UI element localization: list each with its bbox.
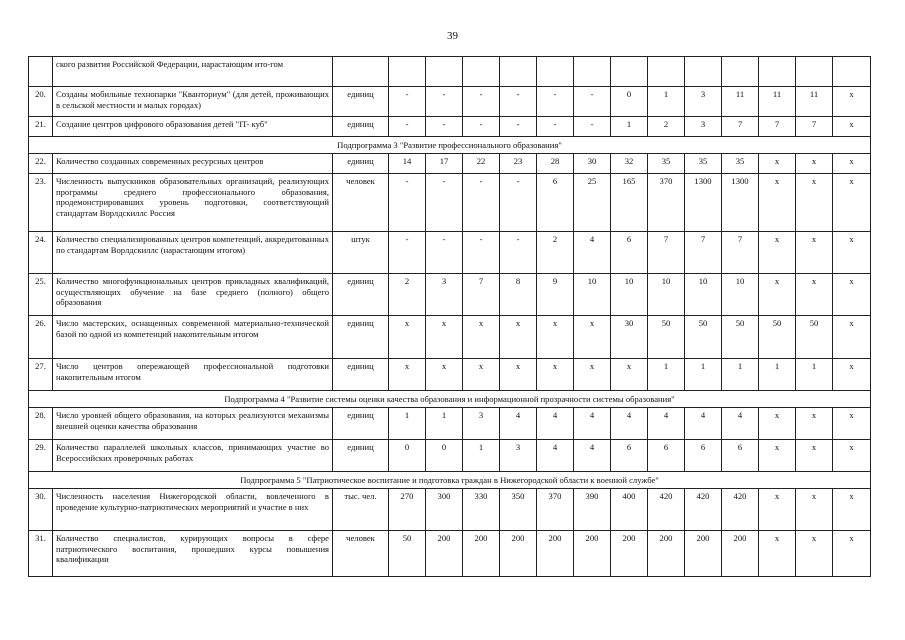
table-row xyxy=(29,274,871,316)
value-cell: - xyxy=(500,174,537,232)
value-cell: 30 xyxy=(611,316,648,359)
value-cell: 7 xyxy=(722,117,759,137)
value-cell: 50 xyxy=(759,316,796,359)
subprogram-heading: Подпрограмма 3 "Развитие профессионального образования" xyxy=(29,137,871,154)
value-cell: x xyxy=(796,408,833,440)
value-cell: 35 xyxy=(648,154,685,174)
subprogram-heading-row xyxy=(29,391,871,408)
value-cell: 1 xyxy=(426,408,463,440)
value-cell: - xyxy=(426,174,463,232)
value-cell: 1 xyxy=(648,359,685,391)
indicator-name: Количество параллелей школьных классов, принимающих участие во Всероссийских проверочных работах xyxy=(53,440,333,472)
value-cell: 4 xyxy=(500,408,537,440)
value-cell: 50 xyxy=(389,531,426,577)
value-cell: x xyxy=(796,154,833,174)
value-cell: 200 xyxy=(685,531,722,577)
value-cell: 11 xyxy=(796,87,833,117)
table-row xyxy=(29,232,871,274)
value-cell: - xyxy=(389,232,426,274)
value-cell: 4 xyxy=(648,408,685,440)
value-cell: 7 xyxy=(722,232,759,274)
value-cell: x xyxy=(796,174,833,232)
value-cell: 11 xyxy=(722,87,759,117)
value-cell: 9 xyxy=(537,274,574,316)
value-cell: 200 xyxy=(426,531,463,577)
value-cell: x xyxy=(389,316,426,359)
indicator-name: Количество специализированных центров компетенций, аккредитованных по стандартам Ворлдскиллс (нарастающим итогом) xyxy=(53,232,333,274)
value-cell: 330 xyxy=(463,489,500,531)
value-cell: 4 xyxy=(537,408,574,440)
value-cell: x xyxy=(796,274,833,316)
value-cell: 300 xyxy=(426,489,463,531)
value-cell: 10 xyxy=(574,274,611,316)
value-cell: 22 xyxy=(463,154,500,174)
indicator-name: ского развития Российской Федерации, нарастающим ито-гом xyxy=(53,57,333,87)
value-cell: 8 xyxy=(500,274,537,316)
table-row xyxy=(29,408,871,440)
value-cell: 3 xyxy=(685,87,722,117)
value-cell: - xyxy=(426,87,463,117)
value-cell: 17 xyxy=(426,154,463,174)
value-cell: x xyxy=(426,316,463,359)
subprogram-heading-row xyxy=(29,137,871,154)
value-cell: x xyxy=(833,174,871,232)
value-cell: 400 xyxy=(611,489,648,531)
value-cell: 3 xyxy=(463,408,500,440)
value-cell: 370 xyxy=(648,174,685,232)
unit-cell: единиц xyxy=(333,274,389,316)
value-cell: x xyxy=(833,232,871,274)
value-cell: 270 xyxy=(389,489,426,531)
value-cell: x xyxy=(833,531,871,577)
value-cell xyxy=(574,57,611,87)
value-cell xyxy=(611,57,648,87)
value-cell: x xyxy=(833,408,871,440)
value-cell: x xyxy=(833,274,871,316)
unit-cell: единиц xyxy=(333,316,389,359)
row-number: 21. xyxy=(29,117,53,137)
value-cell xyxy=(648,57,685,87)
value-cell: 50 xyxy=(685,316,722,359)
value-cell: x xyxy=(796,531,833,577)
value-cell: 390 xyxy=(574,489,611,531)
indicator-name: Число мастерских, оснащенных современной материально-технической базой по одной из компетенций накопительным итогом xyxy=(53,316,333,359)
value-cell: - xyxy=(537,117,574,137)
value-cell: x xyxy=(759,232,796,274)
value-cell xyxy=(833,57,871,87)
table-row xyxy=(29,489,871,531)
value-cell: x xyxy=(759,408,796,440)
value-cell: - xyxy=(500,117,537,137)
value-cell: 6 xyxy=(648,440,685,472)
value-cell: 4 xyxy=(574,440,611,472)
value-cell: 32 xyxy=(611,154,648,174)
row-number: 25. xyxy=(29,274,53,316)
value-cell: x xyxy=(833,117,871,137)
indicator-name: Создание центров цифрового образования детей "IT- куб" xyxy=(53,117,333,137)
row-number: 26. xyxy=(29,316,53,359)
value-cell: 3 xyxy=(685,117,722,137)
value-cell: - xyxy=(426,232,463,274)
value-cell: 3 xyxy=(500,440,537,472)
value-cell: 4 xyxy=(722,408,759,440)
value-cell: x xyxy=(796,232,833,274)
table-row xyxy=(29,57,871,87)
subprogram-heading: Подпрограмма 4 "Развитие системы оценки качества образования и информационной прозрачности системы образования" xyxy=(29,391,871,408)
value-cell: 200 xyxy=(648,531,685,577)
value-cell: 6 xyxy=(611,440,648,472)
indicator-name: Количество созданных современных ресурсных центров xyxy=(53,154,333,174)
value-cell: x xyxy=(833,87,871,117)
row-number xyxy=(29,57,53,87)
value-cell: 200 xyxy=(574,531,611,577)
value-cell: 200 xyxy=(463,531,500,577)
value-cell: 350 xyxy=(500,489,537,531)
value-cell: 4 xyxy=(574,232,611,274)
value-cell: 28 xyxy=(537,154,574,174)
value-cell: - xyxy=(574,87,611,117)
value-cell: 35 xyxy=(685,154,722,174)
value-cell: 7 xyxy=(796,117,833,137)
unit-cell: единиц xyxy=(333,117,389,137)
row-number: 20. xyxy=(29,87,53,117)
value-cell: 6 xyxy=(537,174,574,232)
value-cell: x xyxy=(796,489,833,531)
unit-cell: человек xyxy=(333,174,389,232)
value-cell: 10 xyxy=(648,274,685,316)
value-cell: 4 xyxy=(574,408,611,440)
unit-cell: единиц xyxy=(333,359,389,391)
value-cell: 35 xyxy=(722,154,759,174)
row-number: 31. xyxy=(29,531,53,577)
table-row xyxy=(29,117,871,137)
row-number: 24. xyxy=(29,232,53,274)
indicator-name: Созданы мобильные технопарки "Кванториум" (для детей, проживающих в сельской местности и малых городах) xyxy=(53,87,333,117)
value-cell: 0 xyxy=(389,440,426,472)
table-row xyxy=(29,316,871,359)
value-cell: 7 xyxy=(685,232,722,274)
value-cell: 200 xyxy=(500,531,537,577)
value-cell: 165 xyxy=(611,174,648,232)
value-cell: 2 xyxy=(389,274,426,316)
value-cell: 50 xyxy=(648,316,685,359)
value-cell: 50 xyxy=(796,316,833,359)
value-cell: 1 xyxy=(389,408,426,440)
value-cell: 1300 xyxy=(685,174,722,232)
value-cell: x xyxy=(463,316,500,359)
value-cell: 23 xyxy=(500,154,537,174)
value-cell: 4 xyxy=(537,440,574,472)
value-cell: x xyxy=(796,440,833,472)
indicator-name: Количество многофункциональных центров прикладных квалификаций, осуществляющих обучение на базе среднего (полного) общего образования xyxy=(53,274,333,316)
value-cell: 200 xyxy=(611,531,648,577)
unit-cell: человек xyxy=(333,531,389,577)
value-cell: - xyxy=(463,117,500,137)
value-cell: x xyxy=(500,359,537,391)
row-number: 27. xyxy=(29,359,53,391)
value-cell: x xyxy=(463,359,500,391)
value-cell: x xyxy=(759,489,796,531)
value-cell: 1 xyxy=(648,87,685,117)
value-cell: x xyxy=(537,359,574,391)
value-cell: 7 xyxy=(648,232,685,274)
value-cell: - xyxy=(463,232,500,274)
row-number: 23. xyxy=(29,174,53,232)
indicator-name: Численность выпускников образовательных организаций, реализующих программы среднего профессионального образования, продемонстрировавших уровень подготовки, соответствующий стандартам Ворлдскиллс Россия xyxy=(53,174,333,232)
unit-cell: единиц xyxy=(333,408,389,440)
value-cell: 420 xyxy=(685,489,722,531)
value-cell xyxy=(389,57,426,87)
unit-cell: единиц xyxy=(333,87,389,117)
value-cell: 0 xyxy=(611,87,648,117)
value-cell: 0 xyxy=(426,440,463,472)
value-cell: 2 xyxy=(648,117,685,137)
value-cell: 420 xyxy=(648,489,685,531)
value-cell: 1 xyxy=(685,359,722,391)
value-cell: x xyxy=(759,174,796,232)
value-cell: 4 xyxy=(685,408,722,440)
value-cell: 4 xyxy=(611,408,648,440)
value-cell: 25 xyxy=(574,174,611,232)
value-cell: 14 xyxy=(389,154,426,174)
value-cell: 1 xyxy=(611,117,648,137)
value-cell: 1 xyxy=(722,359,759,391)
table-row xyxy=(29,174,871,232)
value-cell: x xyxy=(759,154,796,174)
row-number: 30. xyxy=(29,489,53,531)
row-number: 22. xyxy=(29,154,53,174)
value-cell: - xyxy=(500,87,537,117)
unit-cell: единиц xyxy=(333,440,389,472)
unit-cell xyxy=(333,57,389,87)
row-number: 28. xyxy=(29,408,53,440)
value-cell: 11 xyxy=(759,87,796,117)
value-cell: 2 xyxy=(537,232,574,274)
value-cell: x xyxy=(759,274,796,316)
value-cell: x xyxy=(833,440,871,472)
value-cell: - xyxy=(463,174,500,232)
value-cell: - xyxy=(574,117,611,137)
value-cell: x xyxy=(500,316,537,359)
unit-cell: единиц xyxy=(333,154,389,174)
subprogram-heading-row xyxy=(29,472,871,489)
indicators-table-body xyxy=(29,57,871,577)
value-cell: x xyxy=(611,359,648,391)
value-cell xyxy=(500,57,537,87)
value-cell xyxy=(537,57,574,87)
indicator-name: Число центров опережающей профессиональной подготовки накопительным итогом xyxy=(53,359,333,391)
table-row xyxy=(29,87,871,117)
table-row xyxy=(29,359,871,391)
table-row xyxy=(29,440,871,472)
table-row xyxy=(29,531,871,577)
value-cell: x xyxy=(833,359,871,391)
value-cell xyxy=(722,57,759,87)
value-cell xyxy=(463,57,500,87)
value-cell: - xyxy=(537,87,574,117)
value-cell: 6 xyxy=(685,440,722,472)
value-cell: 1 xyxy=(796,359,833,391)
value-cell: 420 xyxy=(722,489,759,531)
value-cell: x xyxy=(833,316,871,359)
value-cell: 10 xyxy=(722,274,759,316)
value-cell: x xyxy=(574,316,611,359)
value-cell: - xyxy=(389,174,426,232)
value-cell: 370 xyxy=(537,489,574,531)
unit-cell: штук xyxy=(333,232,389,274)
value-cell: - xyxy=(426,117,463,137)
value-cell: - xyxy=(389,117,426,137)
value-cell: 200 xyxy=(537,531,574,577)
value-cell: x xyxy=(833,154,871,174)
value-cell: 10 xyxy=(611,274,648,316)
subprogram-heading: Подпрограмма 5 "Патриотическое воспитание и подготовка граждан в Нижегородской области к военной службе" xyxy=(29,472,871,489)
value-cell: 7 xyxy=(463,274,500,316)
value-cell: 6 xyxy=(611,232,648,274)
value-cell xyxy=(426,57,463,87)
value-cell: 6 xyxy=(722,440,759,472)
value-cell: x xyxy=(426,359,463,391)
value-cell: x xyxy=(759,440,796,472)
value-cell: x xyxy=(833,489,871,531)
value-cell: 10 xyxy=(685,274,722,316)
value-cell: x xyxy=(389,359,426,391)
value-cell: x xyxy=(759,531,796,577)
value-cell: 1 xyxy=(759,359,796,391)
page-number: 39 xyxy=(447,30,458,42)
value-cell: - xyxy=(463,87,500,117)
value-cell: 1300 xyxy=(722,174,759,232)
value-cell: 7 xyxy=(759,117,796,137)
value-cell xyxy=(685,57,722,87)
row-number: 29. xyxy=(29,440,53,472)
table-row xyxy=(29,154,871,174)
value-cell: x xyxy=(574,359,611,391)
value-cell: 3 xyxy=(426,274,463,316)
indicator-name: Численность населения Нижегородской области, вовлеченного в проведение культурно-патриотических мероприятий и участие в них xyxy=(53,489,333,531)
value-cell: x xyxy=(537,316,574,359)
value-cell: 1 xyxy=(463,440,500,472)
indicator-name: Количество специалистов, курирующих вопросы в сфере патриотического воспитания, прошедших курсы повышения квалификации xyxy=(53,531,333,577)
indicator-name: Число уровней общего образования, на которых реализуются механизмы внешней оценки качества образования xyxy=(53,408,333,440)
unit-cell: тыс. чел. xyxy=(333,489,389,531)
value-cell: 30 xyxy=(574,154,611,174)
value-cell: 50 xyxy=(722,316,759,359)
value-cell: - xyxy=(389,87,426,117)
value-cell xyxy=(796,57,833,87)
value-cell xyxy=(759,57,796,87)
value-cell: - xyxy=(500,232,537,274)
value-cell: 200 xyxy=(722,531,759,577)
indicators-table xyxy=(28,56,871,577)
